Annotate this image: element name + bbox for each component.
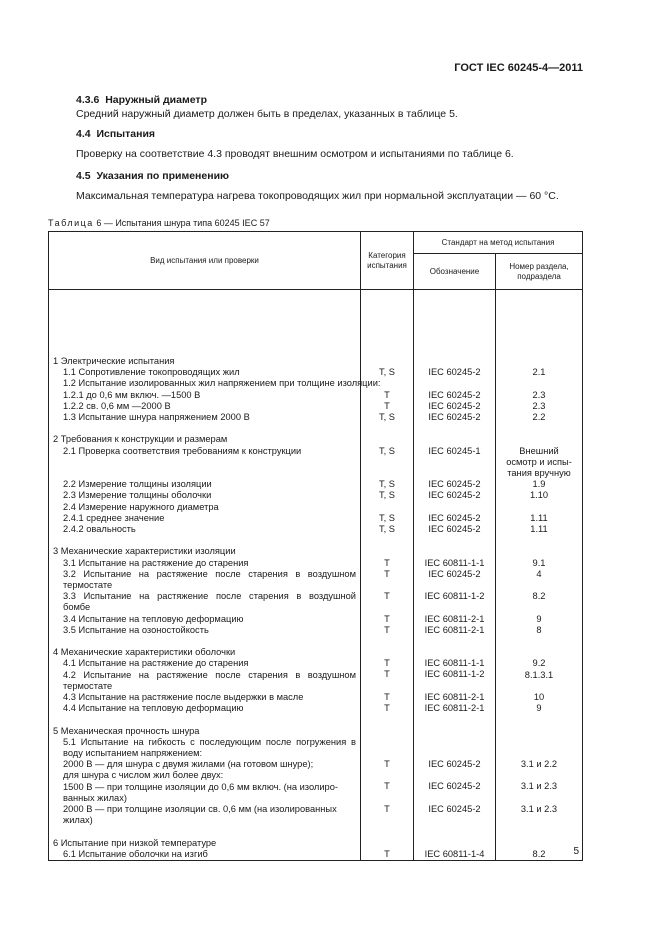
test-category: T [384,848,390,859]
test-category: T [384,691,390,702]
test-standard: IEC 60245-2 [428,367,481,378]
test-name [53,457,356,468]
test-standard: IEC 60811-1-1 [424,557,485,568]
test-name: 3.4 Испытание на тепловую деформацию [63,613,244,624]
test-standard [414,714,495,725]
test-name: 1500 В — при толщине изоляции до 0,6 мм включ. (на изолиро- [63,781,338,792]
test-category: T, S [378,490,395,501]
section-4-4 [76,127,596,161]
test-category [361,356,413,367]
test-name: 2.2 Измерение толщины изоляции [63,479,212,490]
test-name: воду испытанием напряжением: [63,748,203,759]
test-standard: IEC 60245-2 [428,759,481,770]
test-name: 4.2 Испытание на растяжение после старения в воздушном [63,669,356,680]
test-standard [414,356,495,367]
test-section-number [496,647,582,658]
test-section-number: 3.1 и 2.3 [520,803,558,814]
test-name: для шнура с числом жил более двух: [63,770,224,781]
test-name [53,714,356,725]
test-section-number [496,737,582,748]
test-section-number [496,837,582,848]
test-category [361,468,413,479]
test-names-column [49,290,381,861]
test-standard [414,636,495,647]
test-section-number: 9 [536,613,542,624]
test-category [361,602,413,613]
test-category [361,546,413,557]
section-number-column [496,290,583,861]
test-category: T [384,759,390,770]
test-section-number [496,636,582,647]
test-standard [414,748,495,759]
test-section-number [496,356,582,367]
test-name: 4.3 Испытание на растяжение после выдержки в масле [63,692,304,703]
test-section-number [496,602,582,613]
category-column [361,290,414,861]
test-name: 2 Требования к конструкции и размерам [53,434,228,445]
test-name: 6 Испытание при низкой температуре [53,837,217,848]
test-name [53,535,356,546]
test-category: T, S [378,411,395,422]
test-standard: IEC 60245-2 [428,523,481,534]
test-name: термостате [63,580,113,590]
test-category [361,457,413,468]
test-category [361,714,413,725]
test-section-number: 8.2 [532,591,546,602]
test-section-number [496,502,582,513]
test-section-number: 2.2 [532,411,546,422]
test-section-number [496,580,582,591]
test-category: T [384,568,390,579]
test-name: 2.4 Измерение наружного диаметра [63,501,219,512]
test-name: жилах) [63,815,93,826]
section-title: Испытания [96,128,156,140]
test-category: T [384,400,390,411]
test-standard: IEC 60811-1-2 [424,591,485,602]
test-section-number [496,546,582,557]
test-category: T [384,591,390,602]
test-section-number: Внешний [519,445,559,456]
test-section-number: 3.1 и 2.2 [520,759,558,770]
test-name: 1.2.2 св. 0,6 мм —2000 В [63,400,171,411]
test-category [361,770,413,781]
page-number: 5 [573,846,579,857]
test-standard: IEC 60811-2-1 [424,624,485,635]
test-name: 1.3 Испытание шнура напряжением 2000 В [63,412,250,423]
test-category: T, S [378,367,395,378]
test-category [361,423,413,434]
test-standard: IEC 60811-1-1 [424,658,485,669]
section-title: Указания по применению [96,170,230,182]
test-standard: IEC 60245-2 [428,400,481,411]
test-category [361,725,413,736]
test-standard [414,770,495,781]
test-category [361,502,413,513]
test-standard: IEC 60245-2 [428,479,481,490]
test-standard [414,681,495,692]
test-name: 2.3 Измерение толщины оболочки [63,490,212,501]
test-standard [414,468,495,479]
test-name: ванных жилах) [63,792,127,803]
test-section-number: 9.2 [532,658,546,669]
test-standard: IEC 60811-2-1 [424,613,485,624]
test-section-number: 9 [536,703,542,714]
test-section-number: 3.1 и 2.3 [520,781,558,792]
header-designation: Обозначение [414,254,496,290]
test-section-number: 10 [533,691,545,702]
test-standard: IEC 60245-2 [428,490,481,501]
test-section-number [496,770,582,781]
test-standard: IEC 60245-2 [428,389,481,400]
test-category [361,647,413,658]
test-standard [414,423,495,434]
test-name: 6.1 Испытание оболочки на изгиб [63,848,208,859]
test-section-number [496,434,582,445]
test-standard: IEC 60245-1 [428,445,481,456]
test-section-number: 1.11 [530,512,548,523]
test-category: T [384,557,390,568]
designation-column [414,290,496,861]
test-category: T, S [378,479,395,490]
test-standard: IEC 60811-1-2 [424,669,485,680]
table-caption [48,218,270,228]
test-section-number: 4 [536,568,542,579]
test-category: T [384,703,390,714]
test-name: 3.3 Испытание на растяжение после старения в воздушной [63,591,356,602]
test-name: 3.2 Испытание на растяжение после старения в воздушном [63,568,356,579]
test-standard [414,826,495,837]
test-section-number: 2.3 [532,389,546,400]
test-standard [414,535,495,546]
test-section-number [496,535,582,546]
test-category [361,826,413,837]
test-category [361,580,413,591]
test-section-number: 9.1 [532,557,546,568]
test-category: T [384,803,390,814]
header-category: Категория испытания [361,232,414,290]
test-standard [414,815,495,826]
test-section-number: тания вручную [507,467,571,478]
test-category: T [384,781,390,792]
test-standard [414,546,495,557]
test-standard: IEC 60245-2 [428,803,481,814]
test-section-number: 1.11 [530,523,548,534]
test-name: 2000 В — при толщине изоляции св. 0,6 мм (на изолированных [63,804,337,815]
test-category: T, S [378,445,395,456]
test-name: 4.4 Испытание на тепловую деформацию [63,703,244,714]
test-standard [414,602,495,613]
test-section-number: 8.1.3.1 [524,669,554,680]
test-name [53,423,356,434]
section-text: Проверку на соответствие 4.3 проводят внешним осмотром и испытаниями по таблице 6. [76,148,514,160]
section-number: 4.5 [76,170,91,182]
test-standard [414,837,495,848]
section-heading [76,169,596,183]
test-section-number [496,423,582,434]
test-category [361,636,413,647]
test-standard [414,457,495,468]
test-standard: IEC 60811-2-1 [424,703,485,714]
test-standard [414,725,495,736]
test-section-number: 2.1 [532,367,546,378]
caption-text: 6 — Испытания шнура типа 60245 IEC 57 [96,218,270,228]
test-category: T, S [378,512,395,523]
test-category: T [384,389,390,400]
test-standard [414,737,495,748]
test-category [361,535,413,546]
test-standard [414,378,495,389]
section-title: Наружный диаметр [105,94,207,106]
test-name: 1.1 Сопротивление токопроводящих жил [63,367,240,378]
test-name: 2000 В — для шнура с двумя жилами (на готовом шнуре); [63,759,314,770]
test-standard [414,647,495,658]
test-section-number: 2.3 [532,400,546,411]
header-standard: Стандарт на метод испытания [414,232,583,254]
test-section-number [496,748,582,759]
test-section-number [496,378,582,389]
test-category: T, S [378,523,395,534]
test-section-number: 1.9 [532,479,546,490]
test-name [53,826,356,837]
test-name: 2.4.1 среднее значение [63,512,165,523]
test-name: 2.1 Проверка соответствия требованиям к конструкции [63,445,302,456]
test-category [361,681,413,692]
test-standard: IEC 60811-1-4 [424,848,485,859]
test-category: T [384,624,390,635]
test-category: T [384,669,390,680]
test-section-number: 8.2 [532,848,546,859]
caption-label: Таблица [48,218,94,228]
test-section-number [496,793,582,804]
test-name: бомбе [63,602,91,613]
test-name: 4.1 Испытание на растяжение до старения [63,658,249,669]
test-category [361,434,413,445]
test-name: 4 Механические характеристики оболочки [53,647,236,658]
test-section-number [496,815,582,826]
document-code: ГОСТ IEC 60245-4—2011 [454,62,583,74]
test-section-number [496,826,582,837]
test-section-number: осмотр и испы- [506,456,572,467]
test-standard [414,434,495,445]
test-name: 2.4.2 овальность [63,524,136,534]
test-standard [414,580,495,591]
section-number: 4.4 [76,128,91,140]
test-category [361,793,413,804]
tests-table [48,231,583,861]
test-name: термостате [63,680,113,691]
section-text: Средний наружный диаметр должен быть в пределах, указанных в таблице 5. [76,108,458,120]
section-heading [76,93,596,107]
test-standard: IEC 60811-2-1 [424,691,485,702]
test-name: 1.2 Испытание изолированных жил напряжением при толщине изоляции: [63,378,381,389]
test-name: 3.1 Испытание на растяжение до старения [63,557,249,568]
test-category [361,737,413,748]
test-category [361,748,413,759]
test-standard: IEC 60245-2 [428,568,481,579]
test-standard [414,502,495,513]
test-name: 5 Механическая прочность шнура [53,725,200,736]
section-4-3-6 [76,93,596,121]
section-heading [76,127,596,141]
test-standard: IEC 60245-2 [428,411,481,422]
section-text: Максимальная температура нагрева токопроводящих жил при нормальной эксплуатации — 60 °С. [76,190,559,202]
test-section-number [496,726,582,737]
section-number: 4.3.6 [76,94,100,106]
header-section-number: Номер раздела, подраздела [496,254,583,290]
test-category [361,837,413,848]
test-category: T [384,658,390,669]
test-category [361,815,413,826]
test-name [53,636,356,647]
test-standard: IEC 60245-2 [428,781,481,792]
test-name: 5.1 Испытание на гибкость с последующим после погружения в [63,736,356,747]
test-section-number [496,681,582,692]
test-name: 1.2.1 до 0,6 мм включ. —1500 В [63,389,201,400]
test-standard: IEC 60245-2 [428,512,481,523]
test-name [53,468,356,479]
test-section-number: 1.10 [529,490,549,501]
section-4-5 [76,169,596,203]
test-name: 1 Электрические испытания [53,356,175,366]
test-section-number [496,714,582,725]
header-test-type: Вид испытания или проверки [49,232,361,290]
test-section-number: 8 [536,624,542,635]
test-category: T [384,613,390,624]
test-name: 3.5 Испытание на озоностойкость [63,624,209,635]
test-standard [414,793,495,804]
test-name: 3 Механические характеристики изоляции [53,546,236,557]
